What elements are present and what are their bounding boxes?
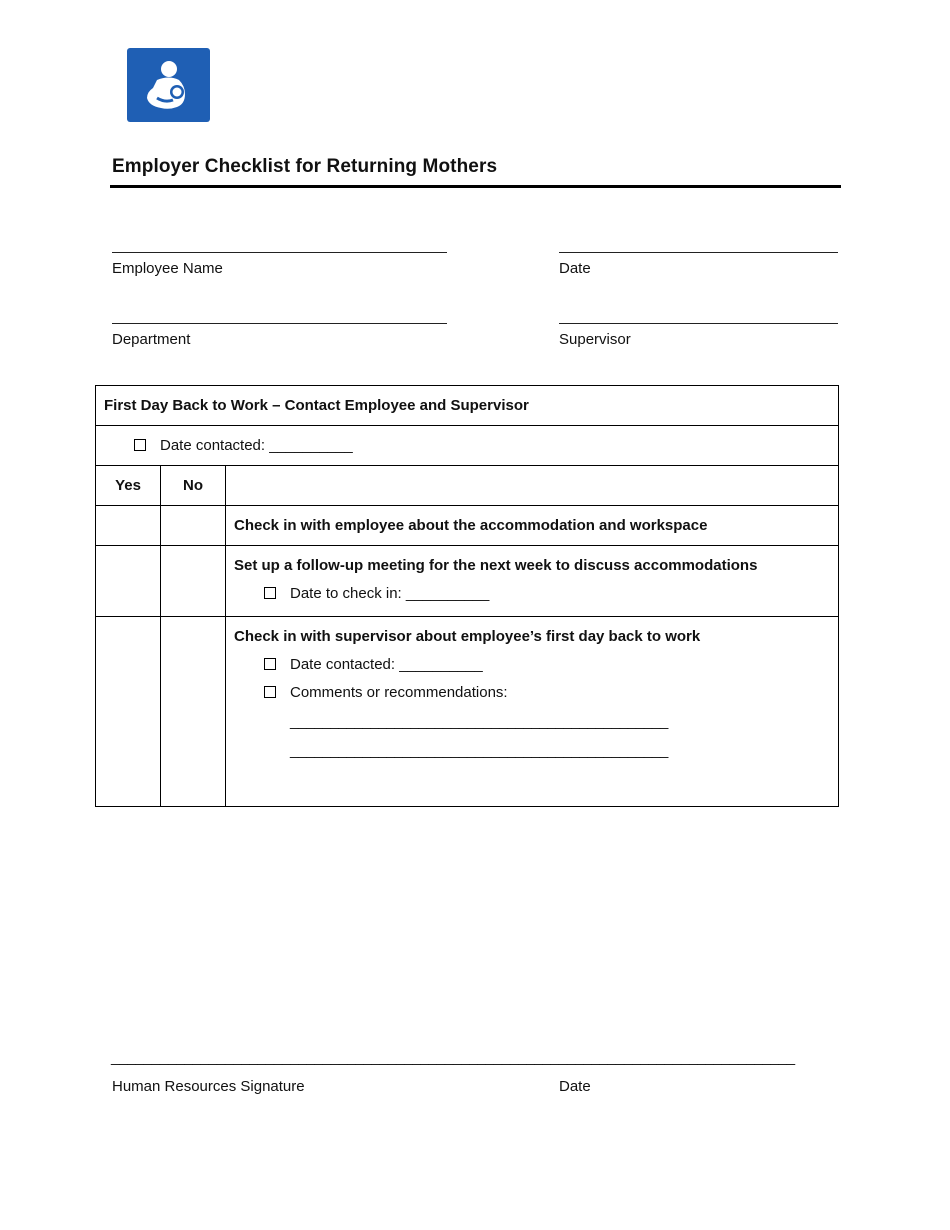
date-line[interactable]: [559, 252, 838, 253]
breastfeeding-mother-icon: [127, 48, 210, 122]
comments-line[interactable]: _______________________________________________: [290, 713, 668, 730]
yes-cell[interactable]: [96, 617, 161, 807]
no-cell[interactable]: [161, 617, 226, 807]
supervisor-date-contacted-checkbox[interactable]: [264, 658, 276, 670]
yes-cell[interactable]: [96, 506, 161, 546]
employee-name-label: Employee Name: [112, 260, 223, 277]
page-title: Employer Checklist for Returning Mothers: [112, 156, 498, 177]
date-contacted-row: [96, 426, 839, 466]
no-cell[interactable]: [161, 546, 226, 617]
signature-line[interactable]: ____________________________________________________________________________________: [111, 1049, 795, 1066]
yes-column-header: Yes: [96, 466, 161, 506]
task-title: Set up a follow-up meeting for the next week to discuss accommodations: [234, 557, 758, 574]
section-title: First Day Back to Work – Contact Employee and Supervisor: [96, 386, 839, 426]
department-line[interactable]: [112, 323, 447, 324]
comments-line[interactable]: _______________________________________________: [290, 742, 668, 759]
no-cell[interactable]: [161, 506, 226, 546]
no-column-header: No: [161, 466, 226, 506]
comments-checkbox[interactable]: [264, 686, 276, 698]
supervisor-label: Supervisor: [559, 331, 631, 348]
date-to-check-in-text: Date to check in: __________: [290, 585, 490, 602]
title-divider: [110, 185, 841, 188]
supervisor-date-contacted-text: Date contacted: __________: [290, 656, 483, 673]
breastfeeding-logo: [127, 48, 210, 122]
comments-text: Comments or recommendations:: [290, 684, 508, 701]
date-contacted-checkbox[interactable]: [134, 439, 146, 451]
supervisor-line[interactable]: [559, 323, 838, 324]
task-title: Check in with employee about the accommodation and workspace: [234, 517, 708, 534]
task-title: Check in with supervisor about employee’s first day back to work: [234, 628, 701, 645]
signature-date-label: Date: [559, 1078, 591, 1095]
table-row: [96, 506, 839, 546]
date-to-check-in-checkbox[interactable]: [264, 587, 276, 599]
date-contacted-text: Date contacted: __________: [160, 437, 353, 454]
task-column-header: [226, 466, 839, 506]
employee-name-line[interactable]: [112, 252, 447, 253]
table-row: [96, 546, 839, 617]
column-header-row: [96, 466, 839, 506]
department-label: Department: [112, 331, 191, 348]
checklist-table: [95, 385, 839, 807]
date-label: Date: [559, 260, 591, 277]
yes-cell[interactable]: [96, 546, 161, 617]
section-header-row: [96, 386, 839, 426]
hr-signature-label: Human Resources Signature: [112, 1078, 305, 1095]
table-row: [96, 617, 839, 807]
